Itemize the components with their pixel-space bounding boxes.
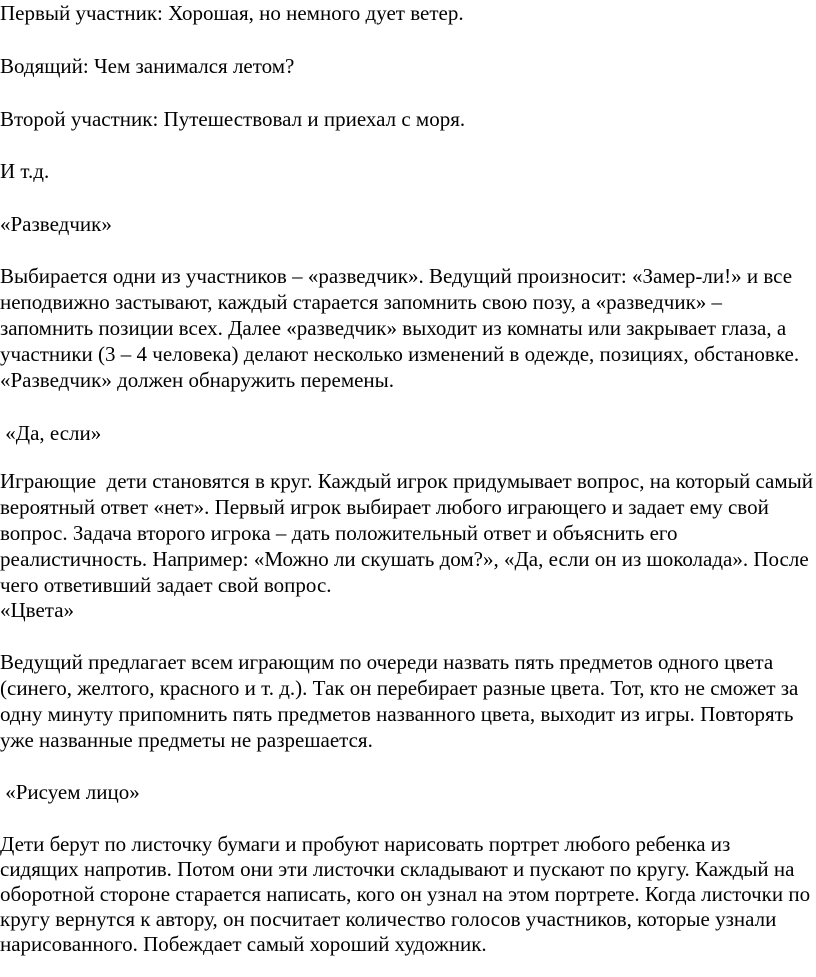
scout-text-line: запомнить позиции всех. Далее «разведчик» выходит из комнаты или закрывает глаза, а	[0, 316, 787, 340]
colors-text-line: одну минуту припомнить пять предметов названного цвета, выходит из игры. Повторять	[0, 702, 794, 726]
colors-text-line: Ведущий предлагает всем играющим по очереди назвать пять предметов одного цвета	[0, 650, 774, 674]
section-title-yes-if: «Да, если»	[0, 421, 102, 445]
face-text-line: нарисованного. Побеждает самый хороший художник.	[0, 932, 487, 956]
yes-if-text-line: вероятный ответ «нет». Первый игрок выбирает любого играющего и задает ему свой	[0, 495, 769, 519]
scout-text-line: участники (3 – 4 человека) делают несколько изменений в одежде, позициях, обстановке.	[0, 342, 800, 366]
scout-text-line: Выбирается одни из участников – «разведчик». Ведущий произносит: «Замер-ли!» и все	[0, 264, 793, 288]
yes-if-text-line: Играющие дети становятся в круг. Каждый игрок придумывает вопрос, на который самый	[0, 469, 813, 493]
colors-text-line: уже названные предметы не разрешается.	[0, 728, 373, 752]
yes-if-text-line: чего ответивший задает свой вопрос.	[0, 573, 332, 597]
scout-text-line: «Разведчик» должен обнаружить перемены.	[0, 368, 395, 392]
dialog-line-3: Второй участник: Путешествовал и приехал с моря.	[0, 107, 466, 131]
section-title-face: «Рисуем лицо»	[0, 780, 140, 804]
dialog-line-2: Водящий: Чем занимался летом?	[0, 54, 295, 78]
face-text-line: оборотной стороне старается написать, кого он узнал на этом портрете. Когда листочки по	[0, 882, 811, 906]
face-text-line: Дети берут по листочку бумаги и пробуют нарисовать портрет любого ребенка из	[0, 832, 731, 856]
dialog-line-1: Первый участник: Хорошая, но немного дует ветер.	[0, 1, 464, 25]
scout-text-line: неподвижно застывают, каждый старается запомнить свою позу, а «разведчик» –	[0, 290, 723, 314]
yes-if-text-line: реалистичность. Например: «Можно ли скушать дом?», «Да, если он из шоколада». После	[0, 547, 809, 571]
section-title-scout: «Разведчик»	[0, 212, 112, 236]
section-title-colors: «Цвета»	[0, 598, 75, 622]
face-text-line: сидящих напротив. Потом они эти листочки складывают и пускают по кругу. Каждый на	[0, 857, 795, 881]
yes-if-text-line: вопрос. Задача второго игрока – дать положительный ответ и объяснить его	[0, 521, 678, 545]
colors-text-line: (синего, желтого, красного и т. д.). Так он перебирает разные цвета. Тот, кто не сможет за	[0, 676, 799, 700]
face-text-line: кругу вернутся к автору, он посчитает количество голосов участников, которые узнали	[0, 907, 777, 931]
dialog-line-4: И т.д.	[0, 159, 50, 183]
